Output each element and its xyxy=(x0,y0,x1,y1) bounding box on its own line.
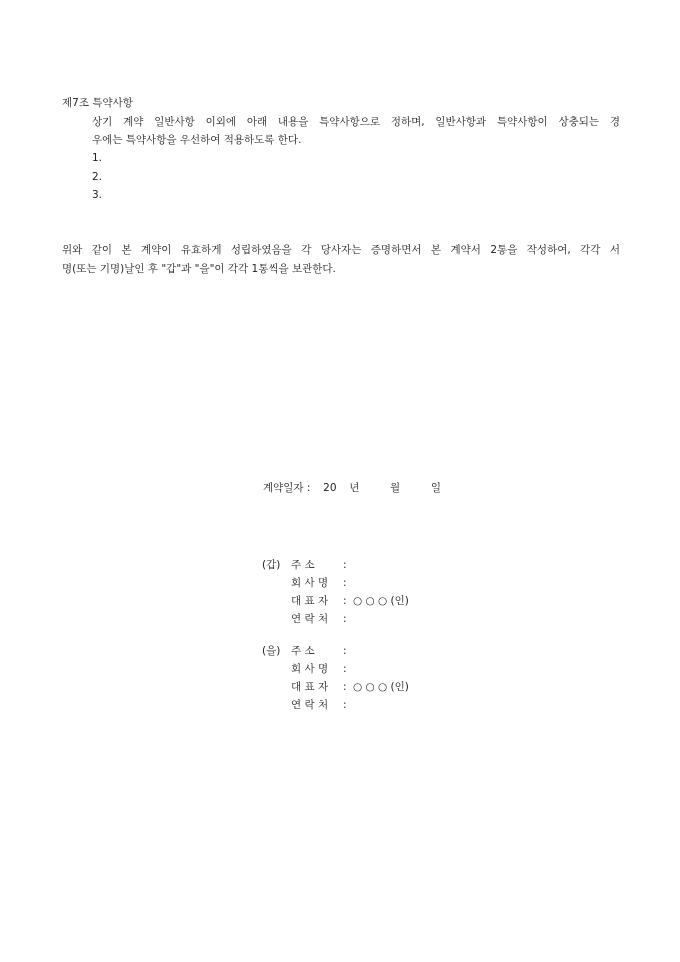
closing-line2: 명(또는 기명)날인 후 "갑"과 "을"이 각각 1통씩을 보관한다. xyxy=(62,263,336,275)
article-body-line1: 상기 계약 일반사항 이외에 아래 내용을 특약사항으로 정하며, 일반사항과 특약사항이 상충되는 경 xyxy=(92,116,620,128)
article-item-3: 3. xyxy=(92,189,103,201)
party-a-address-label: 주 소 xyxy=(291,559,315,571)
party-b-contact-row: 연 락 처 : xyxy=(291,699,347,711)
party-b-company-row: 회 사 명 : xyxy=(291,663,347,675)
party-a-contact-row: 연 락 처 : xyxy=(291,613,347,625)
contract-date-label: 계약일자 : xyxy=(263,482,311,494)
party-b-contact-label: 연 락 처 xyxy=(291,699,329,711)
contract-date xyxy=(263,481,441,495)
party-a-company-label: 회 사 명 xyxy=(291,577,329,589)
contract-date-year-unit: 년 xyxy=(349,482,360,494)
contract-date-year-prefix: 20 xyxy=(323,482,337,494)
article-body-line2: 우에는 특약사항을 우선하여 적용하도록 한다. xyxy=(92,134,302,146)
party-a-tag: (갑) xyxy=(262,559,281,571)
party-a-rep-value: ○ ○ ○ (인) xyxy=(353,595,409,607)
party-b-company-label: 회 사 명 xyxy=(291,663,329,675)
party-a-company-row: 회 사 명 : xyxy=(291,577,347,589)
party-b-rep-row: 대 표 자 : ○ ○ ○ (인) xyxy=(291,681,409,693)
party-a-address-row: (갑) 주 소 : xyxy=(262,559,347,571)
article-item-2: 2. xyxy=(92,171,103,183)
party-b-address-row: (을) 주 소 : xyxy=(262,645,347,657)
contract-date-day-unit: 일 xyxy=(430,482,442,494)
party-a-rep-row: 대 표 자 : ○ ○ ○ (인) xyxy=(291,595,409,607)
party-a-rep-label: 대 표 자 xyxy=(291,595,329,607)
party-b-rep-value: ○ ○ ○ (인) xyxy=(353,681,409,693)
closing-line1: 위와 같이 본 계약이 유효하게 성립하였음을 각 당사자는 증명하면서 본 계약서 2통을 작성하여, 각각 서 xyxy=(62,244,620,256)
party-b-address-label: 주 소 xyxy=(291,645,315,657)
party-a-contact-label: 연 락 처 xyxy=(291,613,329,625)
contract-date-month-unit: 월 xyxy=(390,482,401,494)
party-b-tag: (을) xyxy=(262,645,281,657)
party-b-rep-label: 대 표 자 xyxy=(291,681,329,693)
article-title: 제7조 특약사항 xyxy=(62,97,133,109)
article-item-1: 1. xyxy=(92,152,103,164)
